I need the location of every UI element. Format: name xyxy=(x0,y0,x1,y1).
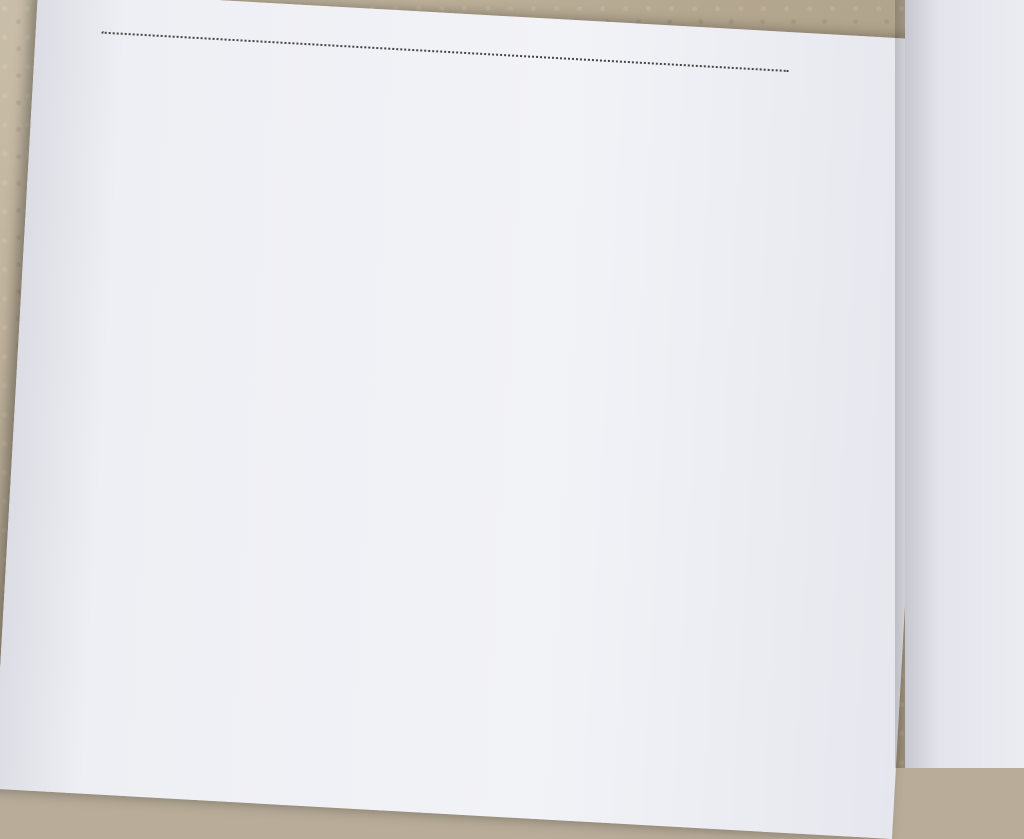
table-of-contents xyxy=(95,23,795,80)
right-book-page xyxy=(905,0,1024,768)
toc-part-2 xyxy=(95,31,794,76)
toc-section-2-numbered xyxy=(95,41,794,80)
toc-dot-leader xyxy=(102,32,789,72)
toc-section-3 xyxy=(95,41,794,80)
toc-section-2-heading xyxy=(95,41,794,80)
